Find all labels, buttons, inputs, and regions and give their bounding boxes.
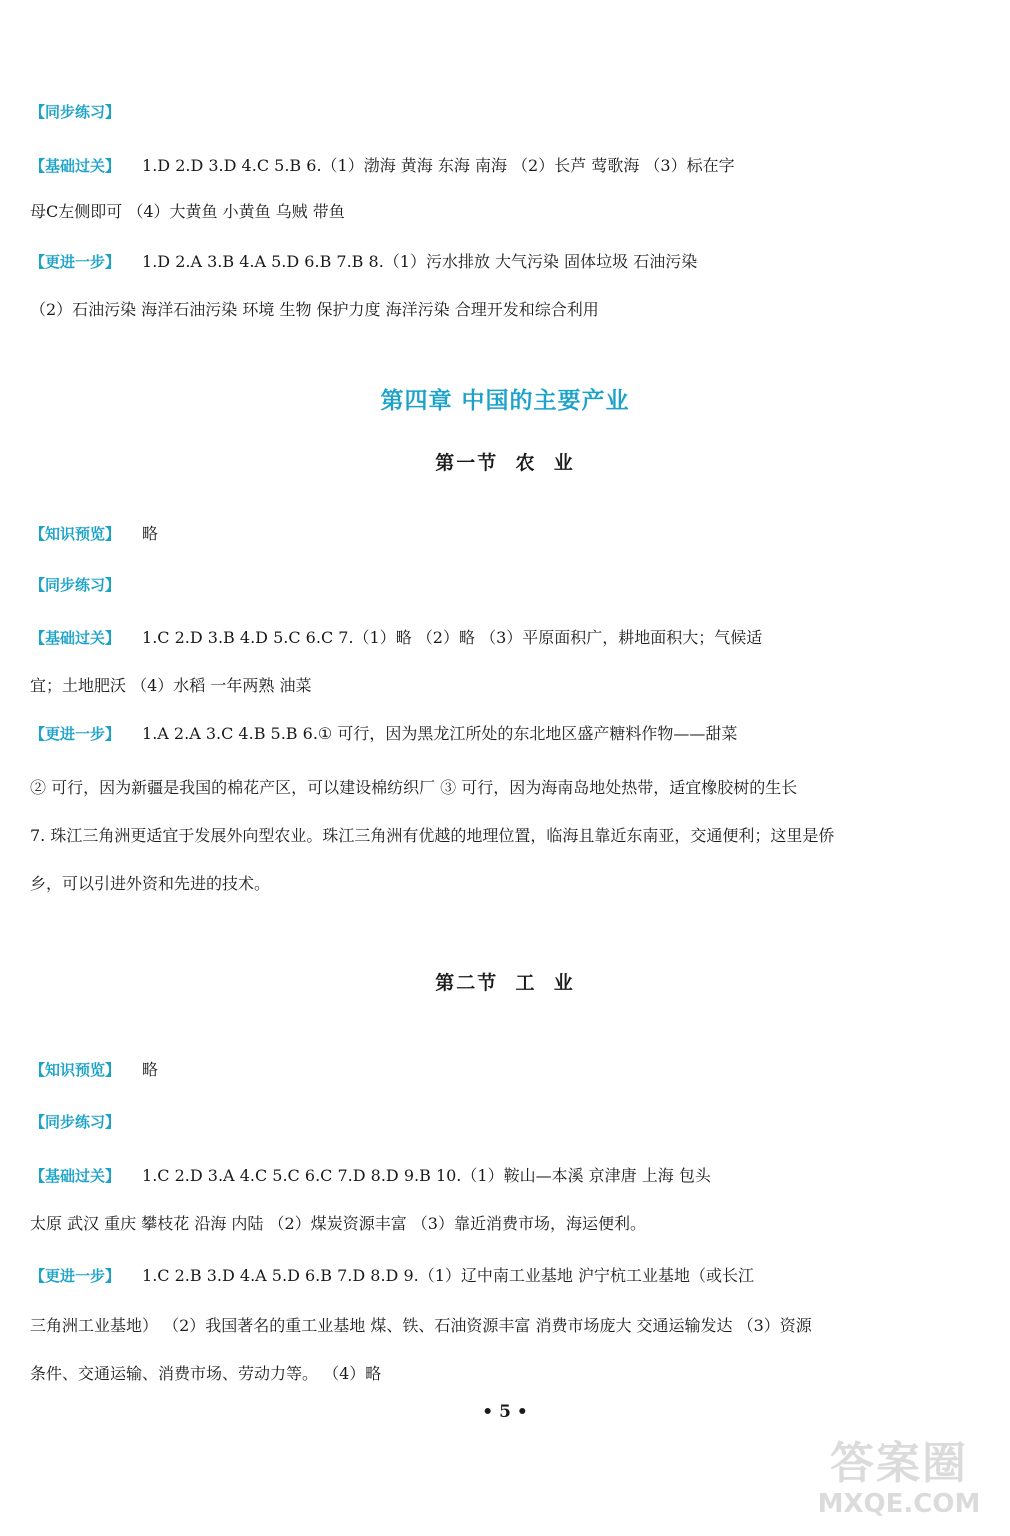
- answer-text: 略: [142, 1060, 159, 1079]
- basic-answers-line: [30, 154, 990, 178]
- tag-label: 【基础过关】: [30, 1167, 121, 1185]
- tag-label: 【基础过关】: [30, 157, 121, 175]
- section-title: 第二节 工 业: [435, 972, 575, 994]
- answer-text: 1.D 2.D 3.D 4.C 5.B 6.（1）渤海 黄海 东海 南海 （2）长芦 莺歌海 （3）标在字: [142, 156, 735, 175]
- sync-practice-heading: [30, 1110, 990, 1134]
- tag-label: 【知识预览】: [30, 525, 121, 543]
- tag-label: 【基础过关】: [30, 629, 121, 647]
- tag-label: 【同步练习】: [30, 576, 121, 594]
- page-number: • 5 •: [482, 1402, 528, 1422]
- advanced-answers-line: [30, 1264, 990, 1288]
- answer-text: 宜；土地肥沃 （4）水稻 一年两熟 油菜: [30, 676, 312, 695]
- answer-text: 条件、交通运输、消费市场、劳动力等。 （4）略: [30, 1364, 382, 1383]
- advanced-answers-line: [30, 250, 990, 274]
- answer-text: （2）石油污染 海洋石油污染 环境 生物 保护力度 海洋污染 合理开发和综合利用: [30, 300, 599, 319]
- answer-text: ② 可行，因为新疆是我国的棉花产区，可以建设棉纺织厂 ③ 可行，因为海南岛地处热带，适宜橡胶树的生长: [30, 778, 798, 797]
- watermark-text: 答案圈: [830, 1438, 968, 1489]
- tag-label: 【更进一步】: [30, 1267, 121, 1285]
- answer-text: 乡，可以引进外资和先进的技术。: [30, 874, 271, 893]
- answer-text: 1.C 2.D 3.B 4.D 5.C 6.C 7.（1）略 （2）略 （3）平原面积广，耕地面积大；气候适: [142, 628, 763, 647]
- sync-practice-heading: [30, 573, 990, 597]
- answer-text: 1.D 2.A 3.B 4.A 5.D 6.B 7.B 8.（1）污水排放 大气污染 固体垃圾 石油污染: [142, 252, 698, 271]
- basic-answers-line: [30, 1164, 990, 1188]
- tag-label: 【更进一步】: [30, 253, 121, 271]
- watermark-url: MXQE.COM: [817, 1489, 981, 1519]
- preview-line: [30, 1058, 990, 1082]
- answer-text: 母C左侧即可 （4）大黄鱼 小黄鱼 乌贼 带鱼: [30, 202, 345, 221]
- chapter-title: 第四章 中国的主要产业: [380, 388, 630, 414]
- answer-text: 1.A 2.A 3.C 4.B 5.B 6.① 可行，因为黑龙江所处的东北地区盛产糖料作物——甜菜: [142, 724, 738, 743]
- tag-label: 【更进一步】: [30, 725, 121, 743]
- answer-text: 7. 珠江三角洲更适宜于发展外向型农业。珠江三角洲有优越的地理位置，临海且靠近东南亚，交通便利；这里是侨: [30, 826, 835, 845]
- watermark-logo: [794, 1438, 1004, 1528]
- preview-line: [30, 522, 990, 546]
- answer-text: 1.C 2.D 3.A 4.C 5.C 6.C 7.D 8.D 9.B 10.（1）鞍山—本溪 京津唐 上海 包头: [142, 1166, 711, 1185]
- answer-text: 略: [142, 524, 159, 543]
- tag-label: 【同步练习】: [30, 1113, 121, 1131]
- basic-answers-line: [30, 626, 990, 650]
- tag-label: 【知识预览】: [30, 1061, 121, 1079]
- answer-text: 三角洲工业基地） （2）我国著名的重工业基地 煤、铁、石油资源丰富 消费市场庞大 交通运输发达 （3）资源: [30, 1316, 812, 1335]
- sync-practice-heading: [30, 100, 990, 124]
- section-title: 第一节 农 业: [435, 452, 575, 474]
- answer-text: 太原 武汉 重庆 攀枝花 沿海 内陆 （2）煤炭资源丰富 （3）靠近消费市场，海运便利。: [30, 1214, 646, 1233]
- answer-text: 1.C 2.B 3.D 4.A 5.D 6.B 7.D 8.D 9.（1）辽中南工业基地 沪宁杭工业基地（或长江: [142, 1266, 754, 1285]
- advanced-answers-line: [30, 722, 990, 746]
- tag-label: 【同步练习】: [30, 103, 121, 121]
